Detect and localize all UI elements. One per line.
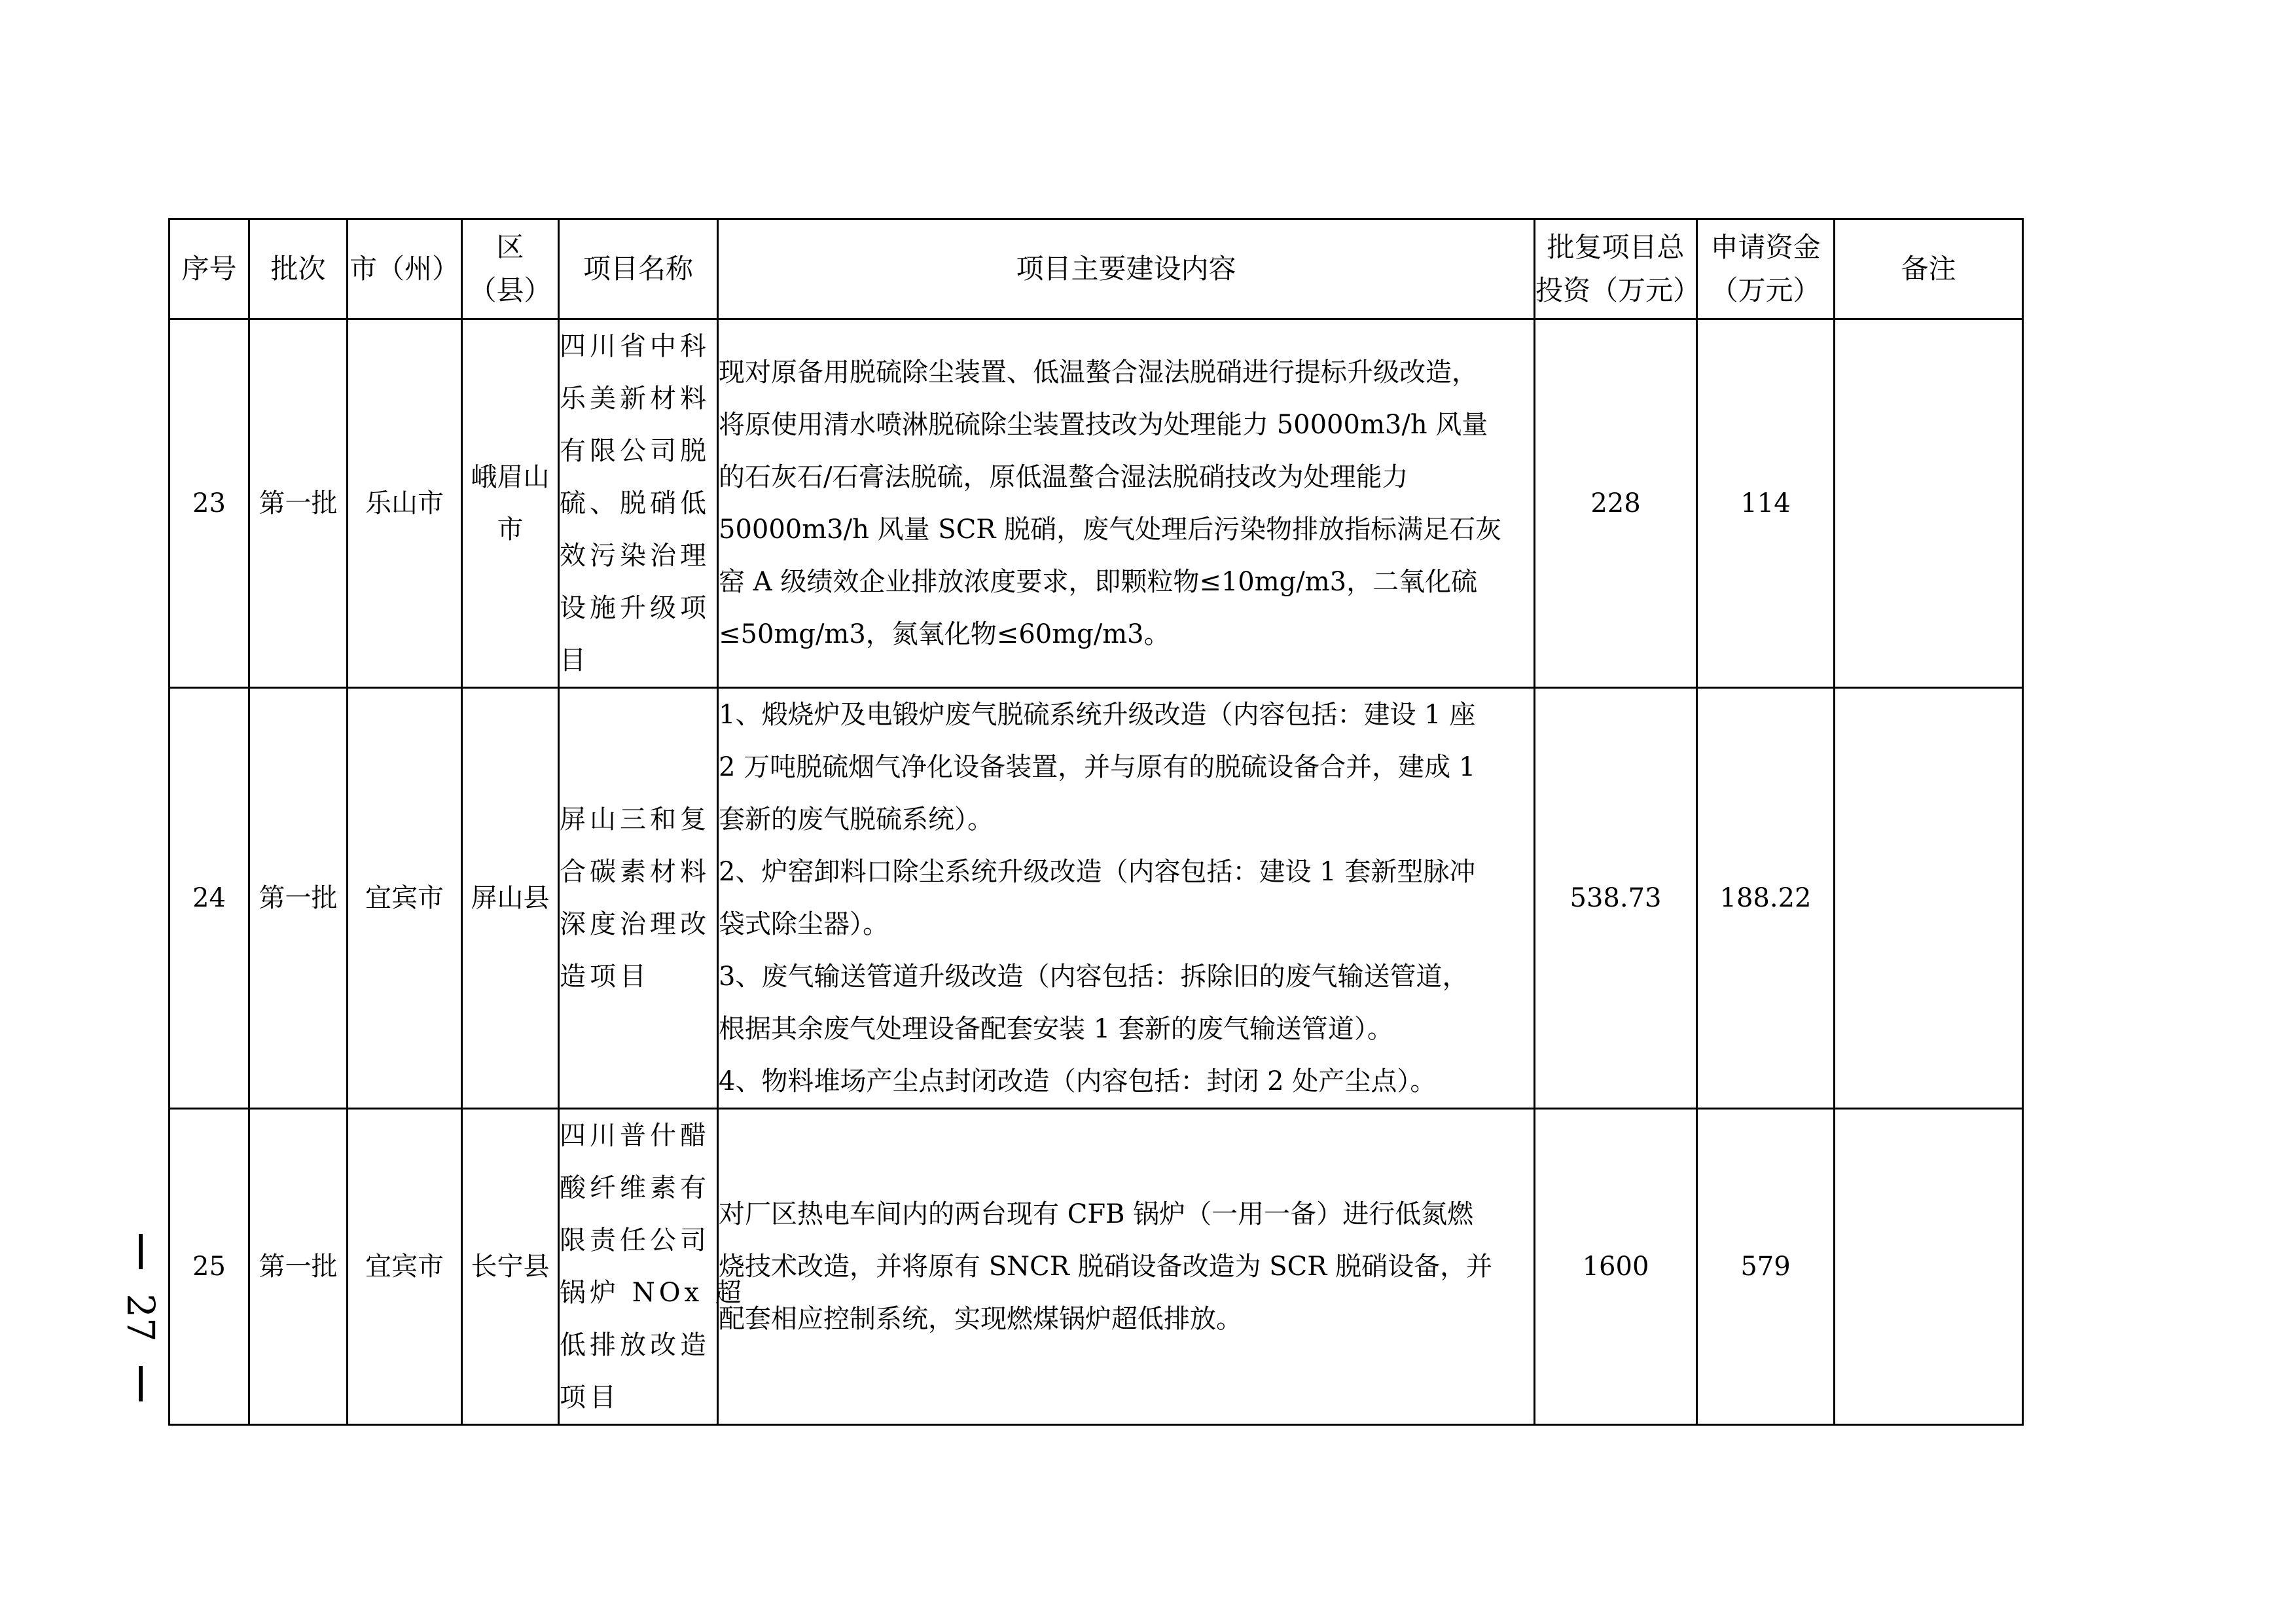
project-table <box>168 218 2024 1426</box>
cell-project-name <box>559 1109 745 1425</box>
page-number <box>111 1234 170 1404</box>
cell-batch: 第一批 <box>249 1109 348 1425</box>
table-row <box>170 688 2023 1109</box>
cell-county-line: 峨眉山 <box>471 462 550 492</box>
cell-project-name-line: 四川普什醋 <box>560 1121 710 1151</box>
table-row <box>170 1109 2023 1425</box>
cell-no: 24 <box>170 688 249 1109</box>
cell-project-name-line: 项目 <box>560 1382 620 1413</box>
table-header-row <box>170 219 2023 319</box>
header-batch: 批次 <box>249 219 348 319</box>
cell-no: 25 <box>170 1109 249 1425</box>
cell-content <box>718 688 1535 1109</box>
cell-content-line: 2、炉窑卸料口除尘系统升级改造（内容包括：建设 1 套新型脉冲 <box>719 857 1476 887</box>
page-dash-top <box>139 1234 143 1269</box>
cell-no: 23 <box>170 319 249 688</box>
cell-content-line: 1、煅烧炉及电锻炉废气脱硫系统升级改造（内容包括：建设 1 座 <box>719 700 1476 730</box>
cell-project-name-line: 酸纤维素有 <box>560 1173 710 1203</box>
cell-batch: 第一批 <box>249 319 348 688</box>
cell-county <box>462 319 559 688</box>
cell-project-name-line: 合碳素材料 <box>560 857 710 887</box>
header-investment <box>1535 219 1701 319</box>
cell-content-line: 4、物料堆场产尘点封闭改造（内容包括：封闭 2 处产尘点）。 <box>719 1066 1437 1096</box>
cell-content-line: 50000m3/h 风量 SCR 脱硝，废气处理后污染物排放指标满足石灰 <box>719 514 1502 545</box>
cell-funding: 114 <box>1697 319 1835 688</box>
cell-content-line: 套新的废气脱硫系统）。 <box>719 804 994 835</box>
cell-project-name-line: 深度治理改 <box>560 909 710 939</box>
cell-content-line: 将原使用清水喷淋脱硫除尘装置技改为处理能力 50000m3/h 风量 <box>719 410 1488 440</box>
page-dash-bottom <box>139 1366 143 1401</box>
cell-content-line: 3、废气输送管道升级改造（内容包括：拆除旧的废气输送管道， <box>719 962 1469 992</box>
cell-batch: 第一批 <box>249 688 348 1109</box>
cell-project-name-line: 设施升级项 <box>560 593 710 623</box>
cell-content-line: 对厂区热电车间内的两台现有 CFB 锅炉（一用一备）进行低氮燃 <box>719 1199 1474 1229</box>
cell-city: 宜宾市 <box>348 1109 462 1425</box>
cell-county-line: 市 <box>497 514 524 545</box>
cell-investment: 228 <box>1535 319 1697 688</box>
header-content: 项目主要建设内容 <box>718 219 1535 319</box>
cell-project-name <box>559 688 718 1109</box>
cell-content-line: 窑 A 级绩效企业排放浓度要求，即颗粒物≤10mg/m3，二氧化硫 <box>719 567 1478 597</box>
cell-funding: 579 <box>1697 1109 1835 1425</box>
header-project-name: 项目名称 <box>559 219 718 319</box>
cell-project-name-line: 锅炉 NOx 超 <box>560 1278 745 1308</box>
cell-remark <box>1835 688 2023 1109</box>
cell-county-line: 长宁县 <box>471 1252 550 1282</box>
header-investment-line: 投资（万元） <box>1535 274 1701 306</box>
cell-project-name-line: 限责任公司 <box>560 1225 710 1255</box>
cell-content-line: ≤50mg/m3，氮氧化物≤60mg/m3。 <box>719 619 1170 649</box>
cell-project-name-line: 目 <box>560 645 590 676</box>
cell-content-line: 根据其余废气处理设备配套安装 1 套新的废气输送管道）。 <box>719 1014 1393 1044</box>
cell-city: 宜宾市 <box>348 688 462 1109</box>
header-city: 市（州） <box>348 219 462 319</box>
header-investment-line: 批复项目总 <box>1547 231 1685 263</box>
table-row <box>170 319 2023 688</box>
cell-remark <box>1835 319 2023 688</box>
cell-funding: 188.22 <box>1697 688 1835 1109</box>
header-funding-line: （万元） <box>1710 274 1821 306</box>
cell-project-name-line: 乐美新材料 <box>560 384 710 414</box>
cell-project-name <box>559 319 718 688</box>
cell-content-line: 烧技术改造，并将原有 SNCR 脱硝设备改造为 SCR 脱硝设备，并 <box>719 1252 1493 1282</box>
cell-content <box>718 1109 1535 1425</box>
header-county: 区（县） <box>462 219 559 319</box>
cell-project-name-line: 屏山三和复 <box>560 804 710 835</box>
cell-project-name-line: 四川省中科 <box>560 331 710 361</box>
cell-county-line: 屏山县 <box>471 883 550 913</box>
cell-content-line: 现对原备用脱硫除尘装置、低温螯合湿法脱硝进行提标升级改造， <box>719 357 1478 388</box>
cell-county <box>462 688 559 1109</box>
header-funding <box>1697 219 1835 319</box>
cell-investment: 538.73 <box>1535 688 1697 1109</box>
cell-content <box>718 319 1535 688</box>
cell-content-line: 配套相应控制系统，实现燃煤锅炉超低排放。 <box>719 1304 1242 1334</box>
cell-county <box>462 1109 559 1425</box>
header-funding-line: 申请资金 <box>1710 231 1821 263</box>
cell-investment: 1600 <box>1535 1109 1697 1425</box>
header-no: 序号 <box>170 219 249 319</box>
cell-content-line: 的石灰石/石膏法脱硫，原低温螯合湿法脱硝技改为处理能力 <box>719 462 1408 492</box>
cell-content-line: 2 万吨脱硫烟气净化设备装置，并与原有的脱硫设备合并，建成 1 <box>719 752 1476 782</box>
header-remark: 备注 <box>1835 219 2023 319</box>
cell-project-name-line: 造项目 <box>560 962 650 992</box>
cell-project-name-line: 硫、脱硝低 <box>560 488 710 518</box>
cell-project-name-line: 效污染治理 <box>560 541 710 571</box>
cell-project-name-line: 有限公司脱 <box>560 436 710 466</box>
cell-project-name-line: 低排放改造 <box>560 1330 710 1360</box>
cell-remark <box>1835 1109 2023 1425</box>
page-number-text: 27 <box>118 1293 163 1342</box>
cell-city: 乐山市 <box>348 319 462 688</box>
cell-content-line: 袋式除尘器）。 <box>719 909 889 939</box>
